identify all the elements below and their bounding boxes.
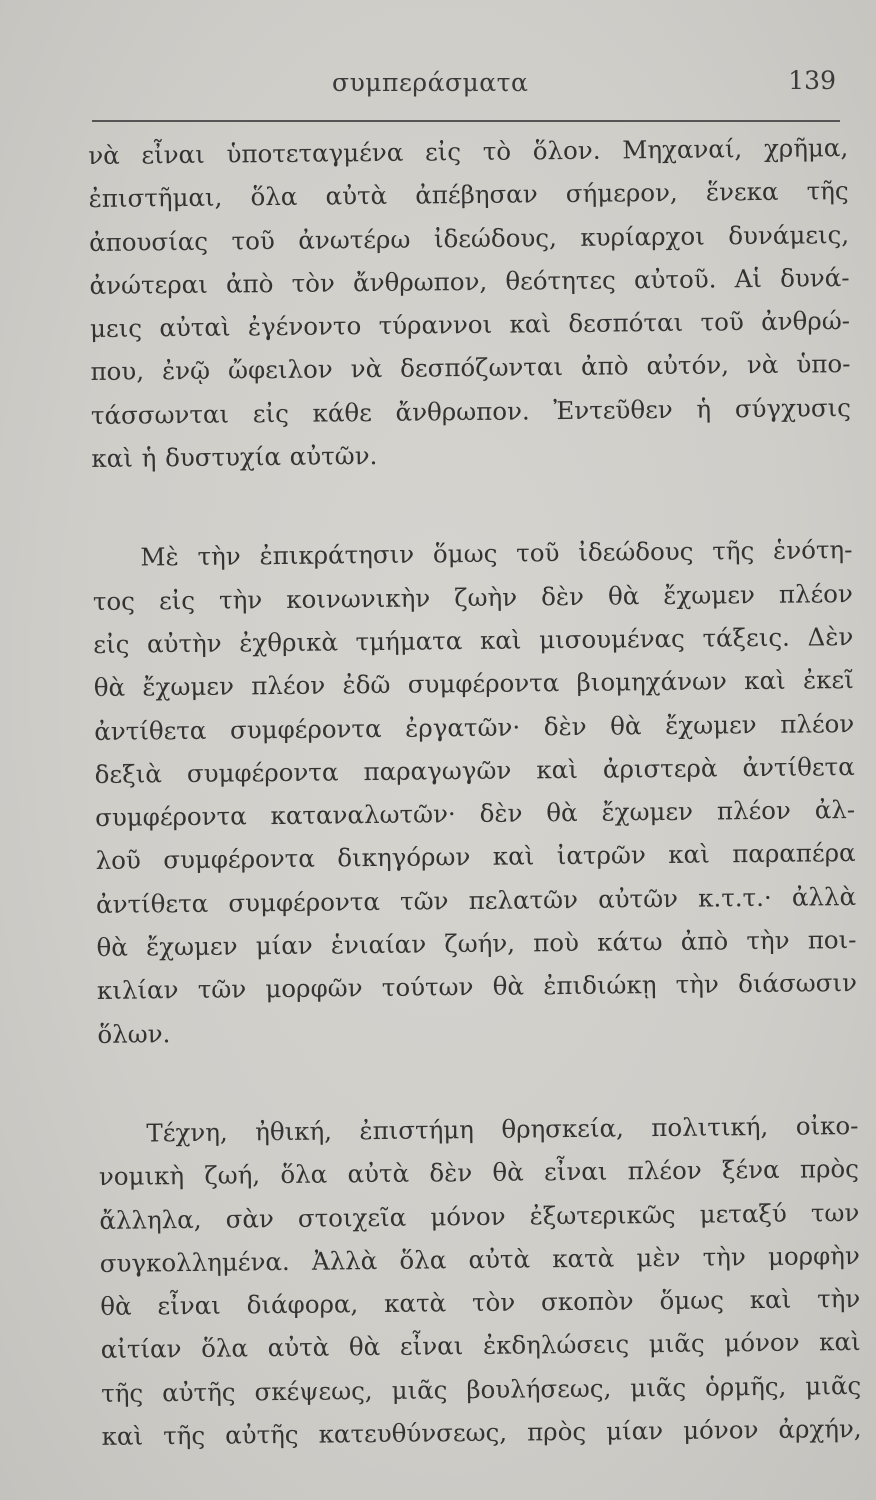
text-line: συμφέροντα καταναλωτῶν· δὲν θὰ ἔχωμεν πλέον ἀλ- <box>95 795 856 833</box>
text-line: τος εἰς τὴν κοινωνικὴν ζωὴν δὲν θὰ ἔχωμεν πλέον <box>92 578 854 616</box>
page-number: 139 <box>788 66 836 95</box>
text-line: δεξιὰ συμφέροντα παραγωγῶν καὶ ἀριστερὰ ἀντίθετα <box>94 751 855 789</box>
text-line: ὅλων. <box>97 1018 171 1049</box>
header-rule <box>92 120 840 122</box>
text-line: τάσσωνται εἰς κάθε ἄνθρωπον. Ἐντεῦθεν ἡ σύγχυσις <box>90 392 852 430</box>
text-line: αἰτίαν ὅλα αὐτὰ θὰ εἶναι ἐκδηλώσεις μιᾶς μόνον καὶ <box>100 1327 861 1365</box>
text-line: νὰ εἶναι ὑποτεταγμένα εἰς τὸ ὅλον. Μηχαναί, χρῆμα, <box>88 133 849 170</box>
text-line: Τέχνη, ἠθική, ἐπιστήμη θρησκεία, πολιτική, οἰκο- <box>146 1110 859 1148</box>
text-line: νομικὴ ζωή, ὅλα αὐτὰ δὲν θὰ εἶναι πλέον ξένα πρὸς <box>98 1154 860 1192</box>
text-line: ἀπουσίας τοῦ ἀνωτέρω ἰδεώδους, κυρίαρχοι δυνάμεις, <box>88 219 850 257</box>
text-line: κιλίαν τῶν μορφῶν τούτων θὰ ἐπιδιώκῃ τὴν διάσωσιν <box>96 968 858 1006</box>
running-head-title: συμπεράσματα <box>332 68 529 97</box>
text-line: τῆς αὐτῆς σκέψεως, μιᾶς βουλήσεως, μιᾶς ὁρμῆς, μιᾶς <box>101 1370 862 1408</box>
text-line: ἄλληλα, σὰν στοιχεῖα μόνον ἐξωτερικῶς μεταξύ των <box>99 1197 860 1235</box>
text-line: που, ἐνῷ ὤφειλον νὰ δεσπόζωνται ἀπὸ αὐτόν, νὰ ὑπο- <box>90 349 851 387</box>
text-line: θὰ ἔχωμεν πλέον ἐδῶ συμφέροντα βιομηχάνων καὶ ἐκεῖ <box>93 665 854 703</box>
text-line: ἀνώτεραι ἀπὸ τὸν ἄνθρωπον, θεότητες αὐτοῦ. Αἱ δυνά- <box>89 262 850 300</box>
text-line: Μὲ τὴν ἐπικράτησιν ὅμως τοῦ ἰδεώδους τῆς ἑνότη- <box>140 535 853 572</box>
paragraph-2 <box>92 528 857 1055</box>
text-line: εἰς αὐτὴν ἐχθρικὰ τμήματα καὶ μισουμένας τάξεις. Δὲν <box>93 621 854 659</box>
running-head <box>92 64 844 104</box>
text-line: ἐπιστῆμαι, ὅλα αὐτὰ ἀπέβησαν σήμερον, ἕνεκα τῆς <box>88 176 849 214</box>
text-line: καὶ ἡ δυστυχία αὐτῶν. <box>91 441 378 474</box>
text-line: μεις αὐταὶ ἐγένοντο τύραννοι καὶ δεσπόται τοῦ ἀνθρώ- <box>89 306 851 344</box>
text-line: λοῦ συμφέροντα δικηγόρων καὶ ἰατρῶν καὶ παραπέρα <box>95 838 856 876</box>
body-text <box>88 126 862 1458</box>
paragraph-1 <box>88 126 852 480</box>
text-line: ἀντίθετα συμφέροντα τῶν πελατῶν αὐτῶν κ.τ.τ.· ἀλλὰ <box>95 881 857 919</box>
text-line: ἀντίθετα συμφέροντα ἐργατῶν· δὲν θὰ ἔχωμεν πλέον <box>94 708 855 746</box>
text-line: θὰ εἶναι διάφορα, κατὰ τὸν σκοπὸν ὅμως καὶ τὴν <box>100 1284 861 1322</box>
text-line: συγκολλημένα. Ἀλλὰ ὅλα αὐτὰ κατὰ μὲν τὴν μορφὴν <box>99 1240 860 1278</box>
text-line: καὶ τῆς αὐτῆς κατευθύνσεως, πρὸς μίαν μόνον ἀρχήν, <box>101 1413 862 1451</box>
text-line: θὰ ἔχωμεν μίαν ἑνιαίαν ζωήν, ποὺ κάτω ἀπὸ τὴν ποι- <box>96 925 857 963</box>
paragraph-3 <box>98 1104 862 1458</box>
